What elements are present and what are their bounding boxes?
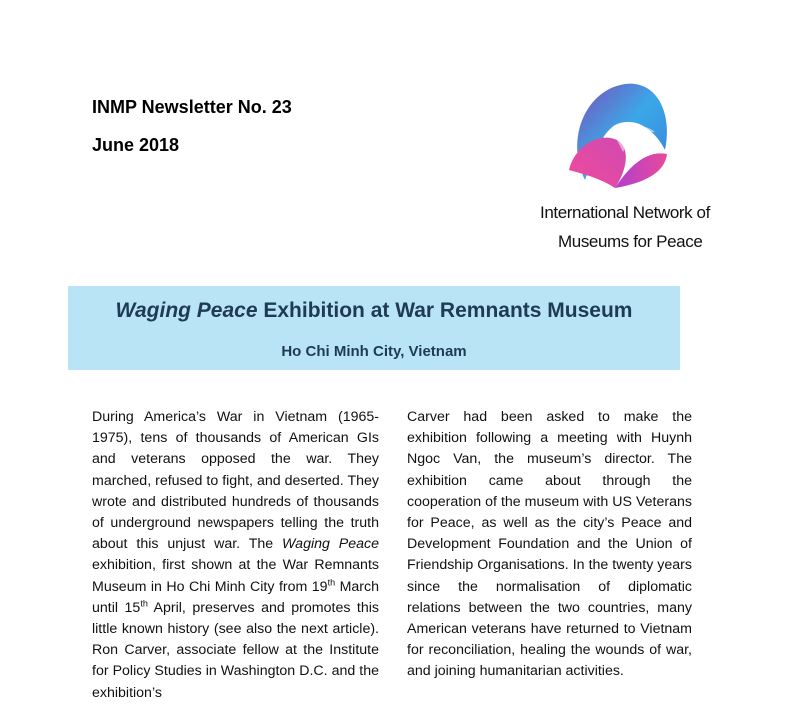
org-name-line1: International Network of bbox=[540, 203, 710, 222]
newsletter-date: June 2018 bbox=[92, 135, 180, 155]
title-rest: Exhibition at War Remnants Museum bbox=[257, 299, 633, 322]
col1-text-2: exhibition, first shown at the War Remnants Museum in Ho Chi Minh City from 19 bbox=[92, 557, 379, 595]
col1-sup-1: th bbox=[327, 576, 336, 587]
article-subtitle: Ho Chi Minh City, Vietnam bbox=[281, 343, 467, 360]
article-column-left bbox=[92, 407, 379, 704]
col1-italic: Waging Peace bbox=[282, 536, 379, 553]
col1-text-4: April, preserves and promotes this little known history (see also the next article). Ron Carver, associate fellow at the Institute for Policy Studies in Washington D.C. and the exhibition’s bbox=[92, 599, 380, 701]
newsletter-issue: INMP Newsletter No. 23 bbox=[92, 97, 292, 117]
headline-banner bbox=[68, 286, 680, 370]
inmp-logo-icon bbox=[555, 70, 685, 200]
col1-text-3: March until 15 bbox=[92, 578, 379, 616]
article-title bbox=[68, 299, 680, 323]
org-name-line2: Museums for Peace bbox=[558, 232, 703, 251]
col1-sup-2: th bbox=[140, 598, 148, 609]
title-italic: Waging Peace bbox=[115, 299, 258, 322]
col1-text-1: During America’s War in Vietnam (1965-1975), tens of thousands of American GIs and veterans opposed the war. They marched, refused to fight, and deserted. They wrote and distributed hundreds of thousands of underground newspapers telling the truth about this unjust war. The bbox=[92, 409, 379, 553]
article-column-right: Carver had been asked to make the exhibition following a meeting with Huynh Ngoc Van, the museum’s director. The exhibition came about through the cooperation of the museum with US Veterans for Peace, as well as the city’s Peace and Development Foundation and the Union of Friendship Organisations. In the twenty years since the normalisation of diplomatic relations between the two countries, many American veterans have returned to Vietnam for reconciliation, healing the wounds of war, and joining humanitarian activities. bbox=[407, 409, 692, 680]
